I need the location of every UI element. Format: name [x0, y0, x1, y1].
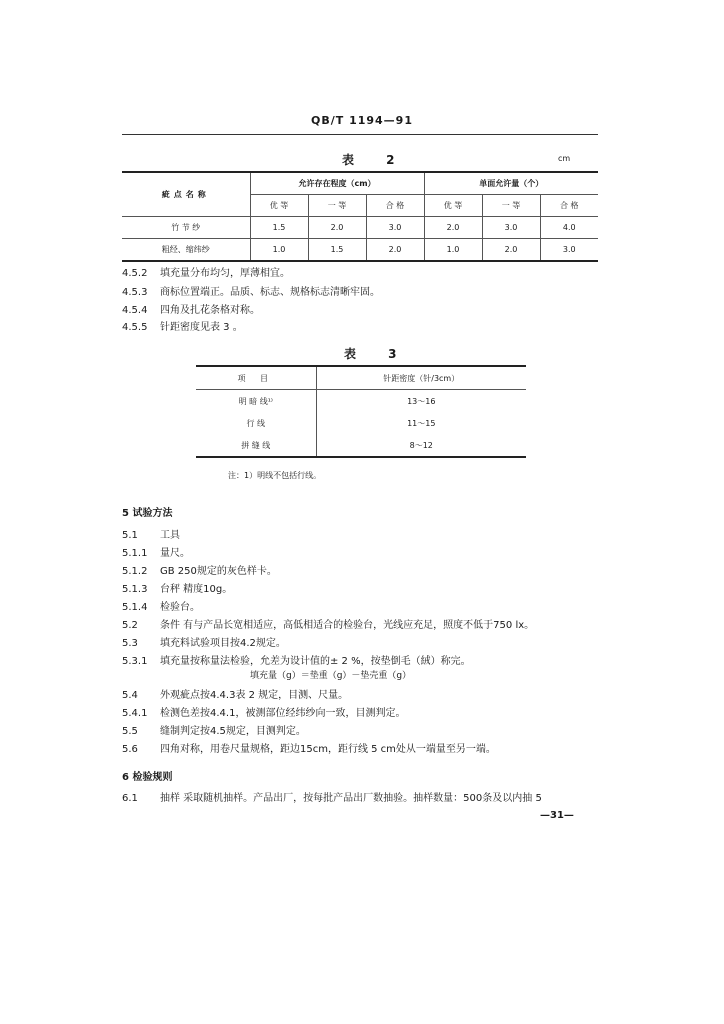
formula: 填充量（g）＝垫重（g）－垫壳重（g） — [250, 671, 412, 681]
table3-header-item: 项 目 — [196, 366, 316, 390]
clause-text: 抽样 采取随机抽样。产品出厂，按每批产品出厂数抽验。抽样数量：500条及以内抽 5 — [160, 793, 542, 804]
table2-header-allowed-count: 单面允许量（个） — [424, 172, 598, 195]
table3-title: 表 3 — [344, 347, 411, 361]
table2-header-allowed-extent: 允许存在程度（cm） — [250, 172, 424, 195]
clause-number: 5.4 — [122, 690, 138, 701]
paragraph — [122, 318, 243, 333]
paragraph — [122, 616, 534, 631]
table3-row-value: 13～16 — [316, 390, 526, 413]
paragraph — [122, 686, 348, 701]
clause-text: 商标位置端正。品质、标志、规格标志清晰牢固。 — [160, 287, 380, 298]
section-heading: 5 试验方法 — [122, 508, 173, 519]
clause-number: 5.5 — [122, 726, 138, 737]
table2-cell: 2.0 — [308, 217, 366, 239]
table2-cell: 1.5 — [308, 239, 366, 262]
clause-number: 5.4.1 — [122, 708, 148, 719]
paragraph — [122, 598, 200, 613]
clause-text: 工具 — [160, 530, 180, 541]
standard-number: QB/T 1194—91 — [310, 114, 413, 127]
clause-number: 4.5.3 — [122, 287, 148, 298]
section-heading: 6 检验规则 — [122, 772, 173, 783]
table2-title: 表 2 — [342, 153, 409, 167]
table2 — [122, 171, 598, 262]
paragraph — [122, 283, 380, 298]
table2-row-name: 粗经、缩纬纱 — [122, 239, 250, 262]
paragraph — [122, 740, 496, 755]
table2-grade: 一 等 — [308, 195, 366, 217]
table3-row-item: 明 暗 线¹⁾ — [238, 396, 273, 406]
table2-grade: 合 格 — [540, 195, 598, 217]
table3 — [196, 365, 526, 458]
table3-note: 注：1）明线不包括行线。 — [228, 471, 322, 480]
paragraph — [122, 562, 277, 577]
clause-number: 4.5.4 — [122, 305, 148, 316]
clause-number: 5.1.3 — [122, 584, 148, 595]
table3-row-value: 8～12 — [316, 434, 526, 457]
clause-text: 条件 有与产品长宽相适应，高低相适合的检验台，光线应充足，照度不低于750 lx。 — [160, 620, 535, 631]
clause-number: 6.1 — [122, 793, 138, 804]
clause-number: 5.6 — [122, 744, 138, 755]
paragraph — [122, 789, 542, 804]
clause-number: 5.2 — [122, 620, 138, 631]
paragraph — [122, 544, 190, 559]
table2-cell: 2.0 — [424, 217, 482, 239]
clause-text: 缝制判定按4.5规定，目测判定。 — [160, 726, 306, 737]
paragraph — [122, 704, 405, 719]
clause-number: 5.1 — [122, 530, 138, 541]
clause-text: 针距密度见表 3 。 — [160, 322, 243, 333]
clause-number: 5.3 — [122, 638, 138, 649]
clause-number: 4.5.5 — [122, 322, 148, 333]
clause-text: GB 250规定的灰色样卡。 — [160, 566, 277, 577]
paragraph — [122, 652, 471, 667]
paragraph — [122, 634, 286, 649]
clause-text: 四角及扎花条格对称。 — [160, 305, 260, 316]
clause-number: 4.5.2 — [122, 268, 148, 279]
table2-cell: 2.0 — [366, 239, 424, 262]
paragraph — [122, 301, 260, 316]
table2-header-defect: 疵点名称 — [122, 172, 250, 217]
clause-number: 5.1.1 — [122, 548, 148, 559]
paragraph — [122, 580, 232, 595]
table2-row-name: 竹 节 纱 — [122, 217, 250, 239]
table2-cell: 4.0 — [540, 217, 598, 239]
header-rule — [122, 134, 598, 135]
table3-row-item: 拼 缝 线 — [196, 434, 316, 457]
table2-cell: 1.5 — [250, 217, 308, 239]
clause-text: 检测色差按4.4.1，被测部位经纬纱向一致，目测判定。 — [160, 708, 406, 719]
table2-grade: 优 等 — [250, 195, 308, 217]
table2-cell: 2.0 — [482, 239, 540, 262]
clause-text: 填充料试验项目按4.2规定。 — [160, 638, 286, 649]
clause-text: 填充量分布均匀，厚薄相宜。 — [160, 268, 290, 279]
table2-cell: 3.0 — [540, 239, 598, 262]
clause-text: 填充量按称量法检验，允差为设计值的± 2 %，按垫倒毛（絨）称完。 — [160, 656, 471, 667]
clause-text: 检验台。 — [160, 602, 200, 613]
clause-number: 5.1.2 — [122, 566, 148, 577]
clause-number: 5.1.4 — [122, 602, 148, 613]
clause-text: 四角对称，用卷尺量规格，距边15cm，距行线 5 cm处从一端量至另一端。 — [160, 744, 496, 755]
table3-header-density: 针距密度（针/3cm） — [316, 366, 526, 390]
clause-text: 台秤 精度10g。 — [160, 584, 233, 595]
table2-unit: cm — [558, 154, 571, 163]
clause-text: 外观疵点按4.4.3表 2 规定，目测、尺量。 — [160, 690, 349, 701]
page-number: —31— — [540, 810, 574, 821]
table2-grade: 合 格 — [366, 195, 424, 217]
table3-row-item: 行 线 — [246, 418, 266, 428]
table2-cell: 3.0 — [366, 217, 424, 239]
paragraph — [122, 526, 180, 541]
paragraph — [122, 264, 290, 279]
table2-cell: 1.0 — [250, 239, 308, 262]
table2-grade: 优 等 — [424, 195, 482, 217]
table2-grade: 一 等 — [482, 195, 540, 217]
clause-text: 量尺。 — [160, 548, 190, 559]
paragraph — [122, 722, 306, 737]
table3-row-value: 11～15 — [316, 412, 526, 434]
clause-number: 5.3.1 — [122, 656, 148, 667]
table2-cell: 3.0 — [482, 217, 540, 239]
table2-cell: 1.0 — [424, 239, 482, 262]
